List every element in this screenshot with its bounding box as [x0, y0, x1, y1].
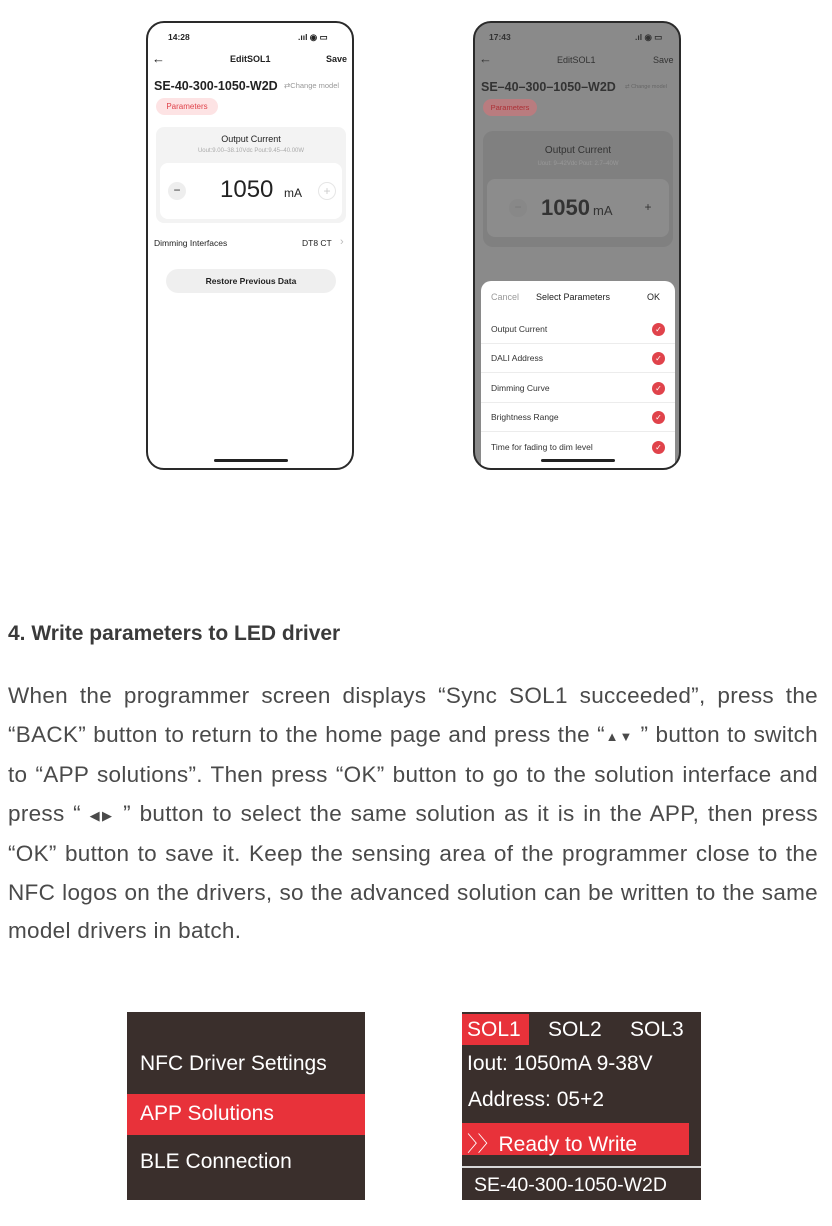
card-title: Output Current [544, 145, 612, 156]
divider [462, 1166, 701, 1168]
menu-item-nfc-driver-settings[interactable]: NFC Driver Settings [140, 1052, 327, 1075]
value-stepper [487, 179, 669, 237]
back-arrow-icon[interactable]: ← [152, 51, 165, 66]
check-icon[interactable]: ✓ [652, 382, 665, 395]
tab-sol2[interactable]: SOL2 [548, 1018, 602, 1041]
increment-button[interactable]: + [644, 200, 652, 214]
model-name: SE-40-300-1050-W2D [474, 1174, 667, 1196]
output-current-card [483, 131, 673, 247]
parameter-label: Output Current [491, 324, 548, 334]
current-unit: mA [593, 203, 613, 218]
ok-button[interactable]: OK [647, 292, 661, 302]
model-name: SE-40-300-1050-W2D [154, 79, 278, 93]
current-value[interactable]: 1050 [220, 176, 274, 203]
save-button[interactable]: Save [653, 55, 674, 65]
ready-to-write[interactable]: 〉〉Ready to Write [467, 1133, 637, 1156]
parameter-label: Time for fading to dim level [491, 442, 593, 452]
paragraph-text: When the programmer screen displays “Sync SOL1 succeeded”, press the “BACK” button to return to the home page and press the “ [8, 683, 818, 747]
status-time: 14:28 [168, 32, 190, 42]
dimming-interfaces-label: Dimming Interfaces [154, 238, 228, 248]
programmer-solution-screen [462, 1012, 701, 1200]
home-indicator [214, 459, 288, 462]
back-arrow-icon[interactable]: ← [479, 51, 492, 66]
output-current-card [156, 127, 346, 223]
iout-readout: Iout: 1050mA 9-38V [467, 1052, 653, 1075]
page-title: EditSOL1 [557, 55, 596, 65]
tab-sol1[interactable]: SOL1 [467, 1018, 521, 1041]
tab-sol3[interactable]: SOL3 [630, 1018, 684, 1041]
check-icon[interactable]: ✓ [652, 411, 665, 424]
parameter-label: Brightness Range [491, 412, 559, 422]
change-model-link[interactable]: ⇄Change model [284, 81, 340, 90]
parameter-row[interactable] [481, 403, 675, 432]
parameter-row[interactable] [481, 344, 675, 373]
status-icons: .ııl ◉ ▭ [298, 32, 328, 42]
check-icon[interactable]: ✓ [652, 441, 665, 454]
parameter-row[interactable] [481, 433, 675, 462]
paragraph-text: ” button to select the same solution as it is in the APP, then press “OK” button to save it. Keep the sensing area of the programmer close to the NFC logos on the drivers, so the advanced solution can be written to the same model drivers in batch. [8, 800, 818, 943]
phone-screenshot-edit-solution [146, 21, 354, 470]
sheet-title: Select Parameters [536, 292, 611, 302]
parameter-row[interactable] [481, 315, 675, 344]
decrement-button[interactable]: − [168, 182, 186, 200]
phone-screenshot-select-parameters [473, 21, 681, 470]
save-button[interactable]: Save [326, 54, 348, 64]
tab-parameters[interactable]: Parameters [156, 98, 218, 115]
select-parameters-sheet [481, 281, 675, 470]
status-icons: .ıl ◉ ▭ [635, 32, 663, 42]
menu-item-app-solutions[interactable]: APP Solutions [140, 1102, 274, 1125]
decrement-button[interactable]: − [509, 199, 527, 217]
tab-parameters[interactable]: Parameters [483, 99, 537, 116]
left-right-arrows-icon: ◀▶ [89, 807, 115, 823]
increment-button[interactable]: + [318, 182, 336, 200]
page-title: EditSOL1 [230, 54, 271, 64]
cancel-button[interactable]: Cancel [491, 292, 520, 302]
card-title: Output Current [221, 134, 281, 144]
value-stepper [160, 163, 342, 219]
current-unit: mA [284, 186, 302, 200]
instructions-paragraph [8, 677, 818, 951]
check-icon[interactable]: ✓ [652, 323, 665, 336]
parameter-label: Dimming Curve [491, 383, 550, 393]
card-subtitle: Uout: 9–42Vdc Pout: 2.7–40W [537, 161, 619, 167]
home-indicator [541, 459, 615, 462]
programmer-menu-screen [127, 1012, 365, 1200]
restore-previous-data-button[interactable]: Restore Previous Data [166, 269, 336, 293]
up-down-arrows-icon: ▲▼ [604, 728, 634, 744]
model-name: SE–40–300–1050–W2D [481, 80, 616, 94]
menu-item-ble-connection[interactable]: BLE Connection [140, 1150, 292, 1173]
card-subtitle: Uout:9.00–38.10Vdc Pout:9.45–40.00W [197, 148, 305, 154]
check-icon[interactable]: ✓ [652, 352, 665, 365]
address-readout: Address: 05+2 [468, 1088, 605, 1111]
chevron-right-icon: › [340, 236, 344, 248]
paragraph-text: ” button to switch to “APP solutions”. Then press “OK” button to go to the solution interface and press “ [8, 721, 818, 826]
section-heading: 4. Write parameters to LED driver [8, 622, 341, 645]
dimming-interfaces-value[interactable]: DT8 CT [302, 238, 332, 248]
change-model-link[interactable]: ⇄ Change model [625, 84, 667, 90]
parameter-label: DALI Address [491, 353, 543, 363]
status-time: 17:43 [489, 32, 511, 42]
parameter-row[interactable] [481, 374, 675, 403]
current-value[interactable]: 1050 [541, 195, 590, 220]
